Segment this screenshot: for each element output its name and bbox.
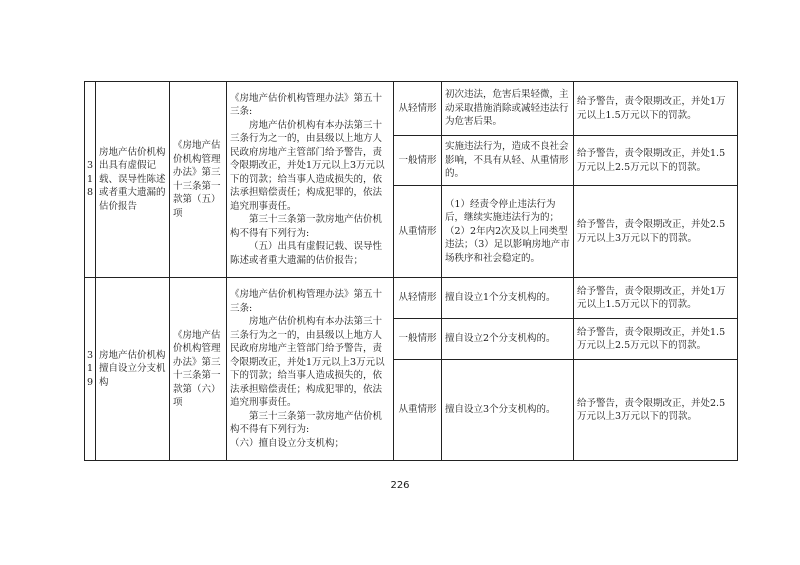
table-row <box>85 82 738 136</box>
page-number: 226 <box>390 480 410 491</box>
penalty-standard: 给予警告，责令限期改正，并处1.5万元以上2.5万元以下的罚款。 <box>574 319 738 360</box>
penalty-basis <box>227 278 394 461</box>
basis-line: 房地产估价机构有本办法第三十三条行为之一的，由县级以上地方人民政府房地产主管部门给予警告，责令限期改正，并处1万元以上3万元以下的罚款；给当事人造成损失的，依法承担赔偿责任；构成犯罪的，依法追究刑事责任。 <box>230 316 385 408</box>
table-row <box>85 278 738 319</box>
violation-description: 房地产估价机构擅自设立分支机构 <box>96 278 170 461</box>
basis-line: 第三十三条第一款房地产估价机构不得有下列行为: <box>230 410 383 435</box>
violated-provision: 《房地产估价机构管理办法》第三十三条第一款第（六）项 <box>170 278 227 461</box>
circumstance-level: 从轻情形 <box>394 82 442 136</box>
violation-description: 房地产估价机构出具有虚假记载、误导性陈述或者重大遗漏的估价报告 <box>96 82 170 278</box>
circumstance-level: 一般情形 <box>394 319 442 360</box>
penalty-standard: 给予警告，责令限期改正，并处1.5万元以上2.5万元以下的罚款。 <box>574 136 738 186</box>
circumstance-condition: 擅自设立1个分支机构的。 <box>442 278 574 319</box>
circumstance-condition: 擅自设立3个分支机构的。 <box>442 360 574 461</box>
basis-line: 《房地产估价机构管理办法》第五十三条: <box>230 92 383 118</box>
circumstance-level: 从重情形 <box>394 186 442 278</box>
item-number: 318 <box>85 82 96 278</box>
circumstance-condition: 擅自设立2个分支机构的。 <box>442 319 574 360</box>
penalty-standard: 给予警告，责令限期改正，并处1万元以上1.5万元以下的罚款。 <box>574 278 738 319</box>
circumstance-condition: 实施违法行为，造成不良社会影响，不具有从轻、从重情形的。 <box>442 136 574 186</box>
circumstance-condition: 初次违法，危害后果轻微，主动采取措施消除或减轻违法行为危害后果。 <box>442 82 574 136</box>
circumstance-level: 从轻情形 <box>394 278 442 319</box>
penalty-standard: 给予警告，责令限期改正，并处2.5万元以上3万元以下的罚款。 <box>574 360 738 461</box>
basis-line: 第三十三条第一款房地产估价机构不得有下列行为: <box>230 214 383 239</box>
basis-line: 房地产估价机构有本办法第三十三条行为之一的，由县级以上地方人民政府房地产主管部门给予警告，责令限期改正，并处1万元以上3万元以下的罚款；给当事人造成损失的，依法承担赔偿责任；构成犯罪的，依法追究刑事责任。 <box>230 119 385 212</box>
penalty-basis <box>227 82 394 278</box>
circumstance-condition: （1）经责令停止违法行为后，继续实施违法行为的；（2）2年内2次及以上同类型违法；（3）足以影响房地产市场秩序和社会稳定的。 <box>442 186 574 278</box>
violated-provision: 《房地产估价机构管理办法》第三十三条第一款第（五）项 <box>170 82 227 278</box>
circumstance-level: 一般情形 <box>394 136 442 186</box>
circumstance-level: 从重情形 <box>394 360 442 461</box>
penalty-standard: 给予警告，责令限期改正，并处2.5万元以上3万元以下的罚款。 <box>574 186 738 278</box>
penalty-standards-table <box>84 81 738 461</box>
basis-line: （五）出具有虚假记载、误导性陈述或者重大遗漏的估价报告； <box>230 241 383 266</box>
penalty-standard: 给予警告，责令限期改正，并处1万元以上1.5万元以下的罚款。 <box>574 82 738 136</box>
basis-line: （六）擅自设立分支机构； <box>230 437 345 449</box>
basis-line: 《房地产估价机构管理办法》第五十三条: <box>230 289 383 314</box>
item-number: 319 <box>85 278 96 461</box>
